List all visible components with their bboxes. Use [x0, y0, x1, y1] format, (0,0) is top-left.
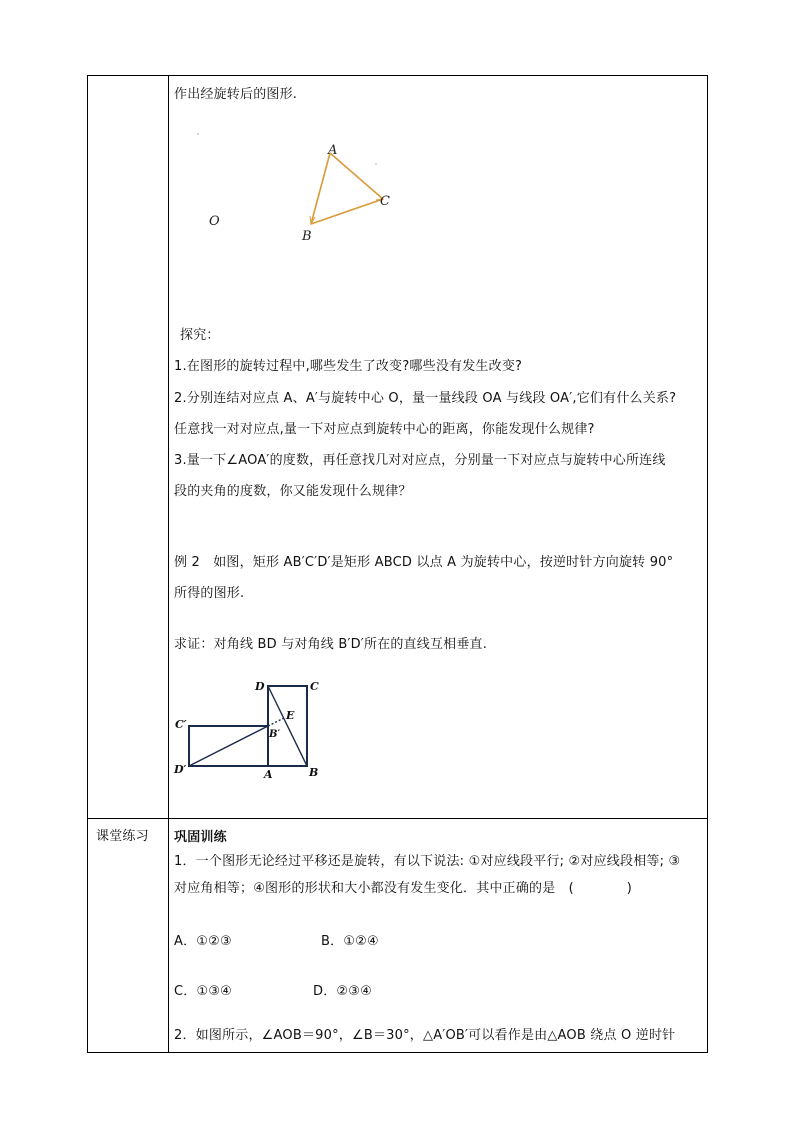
label-A: A: [264, 768, 273, 781]
rectangle-figure: [170, 676, 330, 786]
table-left-border: [87, 75, 88, 1053]
example-line1: 例 2 如图，矩形 AB′C′D′是矩形 ABCD 以点 A 为旋转中心，按逆时针方向旋转 90°: [174, 555, 674, 570]
option-C: C．①③④: [174, 984, 233, 999]
table-right-border: [707, 75, 708, 1053]
table-row-divider: [87, 818, 708, 819]
question-2-line2: 任意找一对对应点,量一下对应点到旋转中心的距离，你能发现什么规律?: [174, 422, 595, 437]
diagonal-BD: [268, 686, 307, 766]
label-D: D: [255, 680, 265, 693]
consolidation-title: 巩固训练: [174, 830, 227, 845]
dotted-extension: [268, 718, 284, 726]
table-column-divider: [168, 75, 169, 1053]
tick-mark: [197, 133, 198, 134]
question-3-line1: 3.量一下∠AOA′的度数，再任意找几对对应点，分别量一下对应点与旋转中心所连线: [174, 453, 666, 468]
option-B: B．①②④: [321, 934, 379, 949]
label-D-prime: D′: [174, 763, 187, 776]
label-O: O: [209, 214, 220, 229]
label-B: B: [309, 766, 319, 779]
label-B-prime: B′: [269, 729, 281, 740]
diagonal-B'D': [189, 726, 268, 766]
prove-statement: 求证：对角线 BD 与对角线 B′D′所在的直线互相垂直.: [174, 637, 488, 652]
segment-AB: [311, 153, 330, 224]
table-top-border: [87, 75, 708, 76]
segment-BC: [311, 199, 383, 224]
problem-1-line1: 1．一个图形无论经过平移还是旋转，有以下说法: ①对应线段平行; ②对应线段相等; ③: [174, 854, 681, 869]
problem-2-line1: 2．如图所示，∠AOB＝90°，∠B＝30°，△A′OB′可以看作是由△AOB 绕点 O 逆时针: [174, 1028, 676, 1043]
rotation-figure: [190, 130, 420, 250]
question-2-line1: 2.分别连结对应点 A、A′与旋转中心 O，量一量线段 OA 与线段 OA′,它们有什么关系?: [174, 391, 677, 406]
question-3-line2: 段的夹角的度数，你又能发现什么规律？: [174, 484, 412, 499]
question-1: 1.在图形的旋转过程中,哪些发生了改变?哪些没有发生改变?: [174, 359, 523, 374]
label-B: B: [302, 229, 312, 244]
intro-text: 作出经旋转后的图形.: [174, 87, 298, 102]
segment-AC: [330, 153, 383, 199]
tick-mark: [375, 163, 376, 164]
example-line2: 所得的图形.: [174, 586, 245, 601]
problem-1-line2: 对应角相等；④图形的形状和大小都没有发生变化．其中正确的是 ( ): [174, 881, 632, 896]
label-C: C: [380, 194, 390, 209]
explore-title: 探究：: [180, 328, 220, 343]
option-A: A．①②③: [174, 934, 232, 949]
label-C-prime: C′: [175, 718, 187, 731]
table-bottom-border: [87, 1052, 708, 1053]
label-C: C: [310, 680, 319, 693]
option-D: D．②③④: [313, 984, 372, 999]
label-E: E: [286, 709, 295, 722]
row-label-practice: 课堂练习: [96, 829, 149, 844]
label-A: A: [328, 143, 338, 158]
